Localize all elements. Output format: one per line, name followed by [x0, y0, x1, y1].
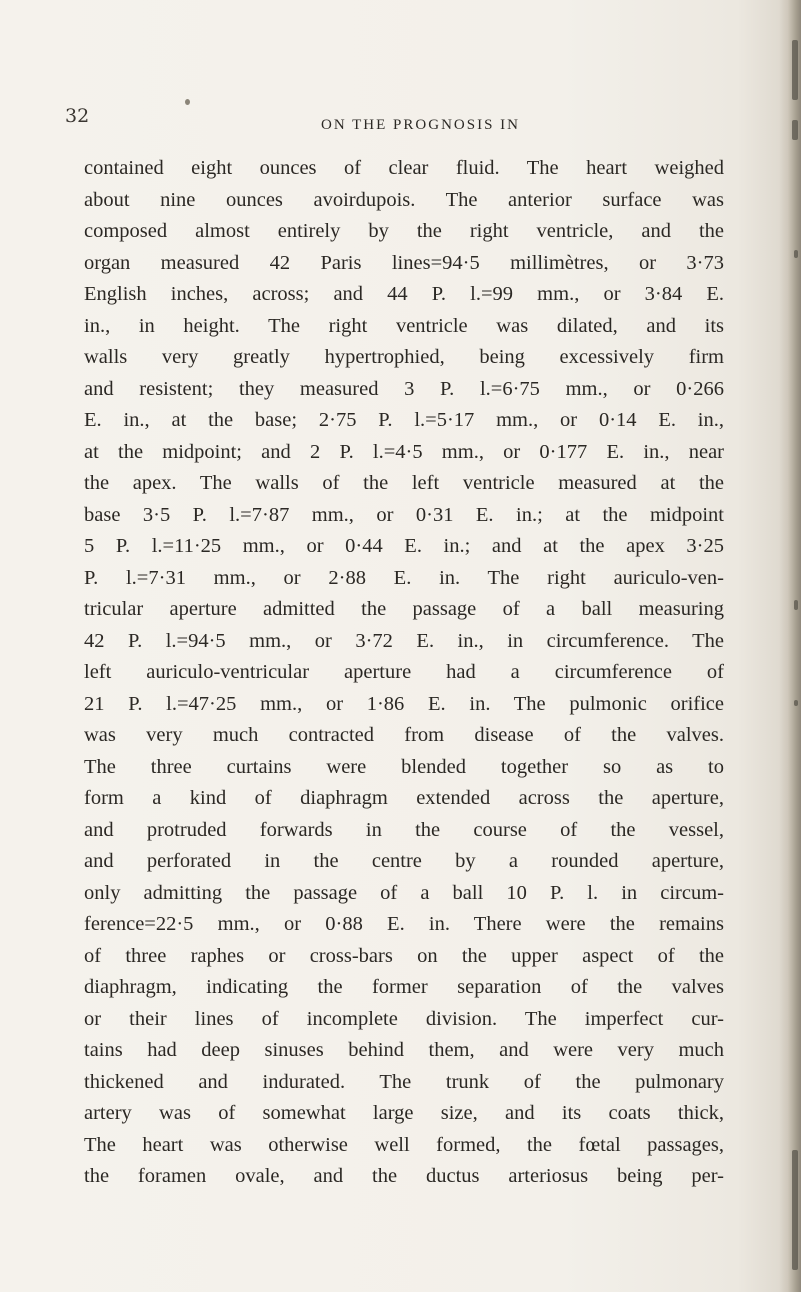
text-line: English inches, across; and 44 P. l.=99 mm., or 3·84 E. — [84, 283, 724, 305]
text-line: E. in., at the base; 2·75 P. l.=5·17 mm., or 0·14 E. in., — [84, 409, 724, 431]
page-edge-shadow — [779, 0, 801, 1292]
text-line: the apex. The walls of the left ventricle measured at the — [84, 472, 724, 494]
text-line: ference=22·5 mm., or 0·88 E. in. There were the remains — [84, 913, 724, 935]
edge-mark — [792, 1150, 798, 1270]
text-line: organ measured 42 Paris lines=94·5 millimètres, or 3·73 — [84, 251, 724, 274]
body-text — [84, 153, 724, 1193]
text-line: in., in height. The right ventricle was dilated, and its — [84, 314, 724, 337]
text-line: and resistent; they measured 3 P. l.=6·75 mm., or 0·266 — [84, 377, 724, 400]
text-line: thickened and indurated. The trunk of the pulmonary — [84, 1070, 724, 1093]
text-line: base 3·5 P. l.=7·87 mm., or 0·31 E. in.; at the midpoint — [84, 503, 724, 526]
edge-mark — [792, 120, 798, 140]
text-line: form a kind of diaphragm extended across the aperture, — [84, 787, 724, 809]
text-line: The three curtains were blended together so as to — [84, 755, 724, 778]
text-line: tains had deep sinuses behind them, and were very much — [84, 1039, 724, 1061]
text-line: or their lines of incomplete division. The imperfect cur- — [84, 1007, 724, 1030]
text-line: diaphragm, indicating the former separation of the valves — [84, 976, 724, 998]
text-line: walls very greatly hypertrophied, being excessively firm — [84, 346, 724, 368]
text-line: the foramen ovale, and the ductus arteriosus being per- — [84, 1165, 724, 1187]
text-line: composed almost entirely by the right ventricle, and the — [84, 220, 724, 242]
text-line: only admitting the passage of a ball 10 P. l. in circum- — [84, 881, 724, 904]
text-line: 5 P. l.=11·25 mm., or 0·44 E. in.; and at the apex 3·25 — [84, 535, 724, 557]
running-head: ON THE PROGNOSIS IN — [321, 117, 520, 133]
text-line: and perforated in the centre by a rounded aperture, — [84, 850, 724, 872]
text-line: P. l.=7·31 mm., or 2·88 E. in. The right auriculo-ven- — [84, 566, 724, 589]
text-line: artery was of somewhat large size, and its coats thick, — [84, 1102, 724, 1124]
edge-mark — [792, 40, 798, 100]
text-line: tricular aperture admitted the passage of a ball measuring — [84, 598, 724, 620]
edge-mark — [794, 600, 798, 610]
page-number: 32 — [65, 105, 90, 127]
edge-mark — [794, 250, 798, 258]
text-line: left auriculo-ventricular aperture had a circumference of — [84, 661, 724, 683]
text-line: contained eight ounces of clear fluid. The heart weighed — [84, 157, 724, 179]
text-line: was very much contracted from disease of the valves. — [84, 724, 724, 746]
text-line: of three raphes or cross-bars on the upper aspect of the — [84, 944, 724, 967]
text-line: at the midpoint; and 2 P. l.=4·5 mm., or 0·177 E. in., near — [84, 440, 724, 463]
text-line: and protruded forwards in the course of the vessel, — [84, 818, 724, 841]
ink-speck — [185, 99, 190, 105]
text-line: 21 P. l.=47·25 mm., or 1·86 E. in. The pulmonic orifice — [84, 692, 724, 715]
text-line: 42 P. l.=94·5 mm., or 3·72 E. in., in circumference. The — [84, 629, 724, 652]
text-line: about nine ounces avoirdupois. The anterior surface was — [84, 188, 724, 211]
edge-mark — [794, 700, 798, 706]
text-line: The heart was otherwise well formed, the fœtal passages, — [84, 1133, 724, 1156]
